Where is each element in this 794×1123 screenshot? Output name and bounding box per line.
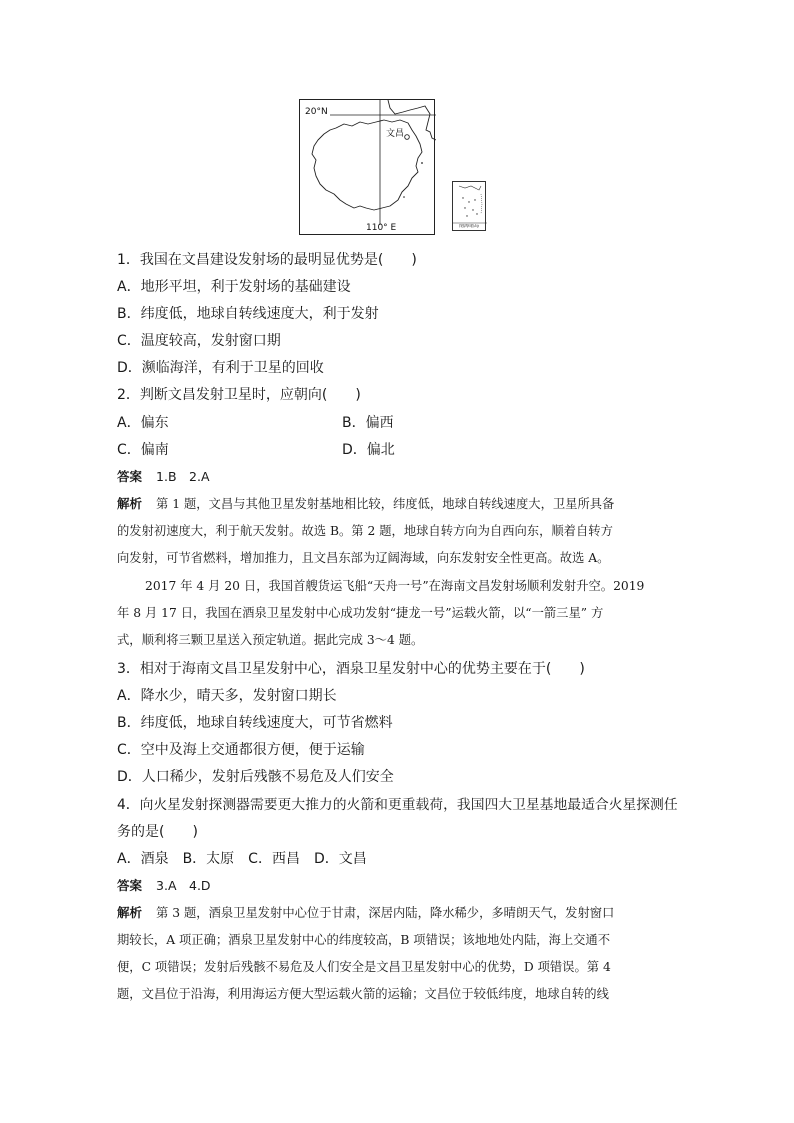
analysis-1-line-3: 向发射，可节省燃料，增加推力，且文昌东部为辽阔海域，向东发射安全性更高。故选 A。: [117, 551, 610, 565]
hainan-map-drawing: [300, 100, 436, 236]
analysis-label: 解析: [117, 496, 143, 511]
question-2-stem: 2．判断文昌发射卫星时，应朝向( ): [117, 387, 361, 403]
hainan-island-outline: [312, 120, 422, 210]
question-4-options: A．酒泉 B．太原 C．西昌 D．文昌: [117, 851, 367, 867]
question-4-stem-line-2: 务的是( ): [117, 824, 198, 840]
analysis-2-line-3: 便，C 项错误；发射后残骸不易危及人们安全是文昌卫星发射中心的优势，D 项错误。第 4: [117, 960, 611, 974]
analysis-2-line-4: 题，文昌位于沿海，利用海运方便大型运载火箭的运输；文昌位于较低纬度，地球自转的线: [117, 987, 609, 1001]
analysis-1-line-2: 的发射初速度大，利于航天发射。故选 B。第 2 题，地球自转方向为自西向东，顺着自转方: [117, 524, 613, 538]
hainan-map: [299, 99, 435, 235]
question-2-option-c: C．偏南: [117, 442, 169, 458]
city-label-wenchang: 文昌: [386, 129, 405, 139]
question-1-option-c: C．温度较高，发射窗口期: [117, 333, 281, 349]
answer-1-text: 1.B 2.A: [156, 469, 210, 484]
wenchang-marker: [405, 135, 410, 140]
question-1-option-d: D．濒临海洋，有利于卫星的回收: [117, 360, 324, 376]
analysis-2-line-2: 期较长，A 项正确；酒泉卫星发射中心的纬度较高，B 项错误；该地地处内陆，海上交通不: [117, 933, 611, 947]
question-1-stem: 1．我国在文昌建设发射场的最明显优势是( ): [117, 252, 417, 268]
question-1-option-a: A．地形平坦，利于发射场的基础建设: [117, 279, 351, 295]
question-2-option-b: B．偏西: [342, 415, 394, 431]
passage-line-2: 年 8 月 17 日，我国在酒泉卫星发射中心成功发射“捷龙一号”运载火箭，以“一箭三星” 方: [117, 606, 604, 620]
question-3-stem: 3．相对于海南文昌卫星发射中心，酒泉卫星发射中心的优势主要在于( ): [117, 661, 585, 677]
answer-2: [117, 878, 211, 894]
question-3-option-c: C．空中及海上交通都很方便，便于运输: [117, 742, 365, 758]
question-3-option-a: A．降水少，晴天多，发射窗口期长: [117, 688, 337, 704]
inset-label: 南海诸岛: [458, 224, 479, 229]
analysis-2-line-1: 解析 第 3 题，酒泉卫星发射中心位于甘肃，深居内陆，降水稀少，多晴朗天气，发射窗口: [117, 905, 615, 920]
question-3-option-b: B．纬度低，地球自转线速度大，可节省燃料: [117, 715, 393, 731]
answer-1: [117, 469, 210, 485]
passage-line-3: 式，顺利将三颗卫星送入预定轨道。据此完成 3～4 题。: [117, 633, 424, 647]
question-2-option-d: D．偏北: [342, 442, 395, 458]
answer-2-text: 3.A 4.D: [156, 878, 211, 893]
question-4-stem-line-1: 4．向火星发射探测器需要更大推力的火箭和更重载荷，我国四大卫星基地最适合火星探测任: [117, 797, 678, 813]
analysis-label: 解析: [117, 905, 143, 920]
question-2-option-a: A．偏东: [117, 415, 169, 431]
answer-label: 答案: [117, 469, 143, 484]
analysis-1-line-1: 解析 第 1 题，文昌与其他卫星发射基地相比较，纬度低，地球自转线速度大，卫星所具备: [117, 496, 615, 511]
answer-label: 答案: [117, 878, 143, 893]
longitude-label: 110° E: [366, 223, 397, 233]
question-1-option-b: B．纬度低，地球自转线速度大，利于发射: [117, 306, 379, 322]
latitude-label: 20°N: [305, 107, 328, 117]
passage-line-1: 2017 年 4 月 20 日，我国首艘货运飞船“天舟一号”在海南文昌发射场顺利发射升空。2019: [145, 579, 645, 593]
question-3-option-d: D．人口稀少，发射后残骸不易危及人们安全: [117, 769, 394, 785]
